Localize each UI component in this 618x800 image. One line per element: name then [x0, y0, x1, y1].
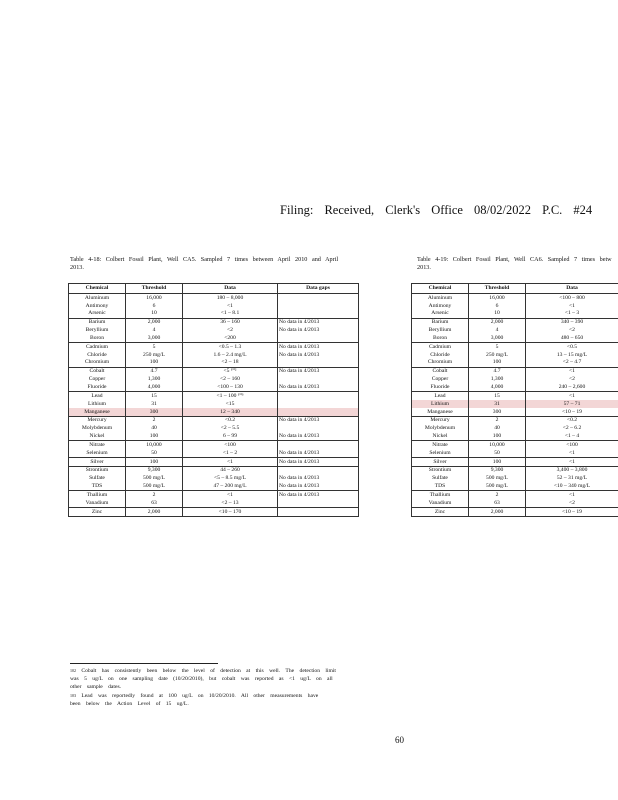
- cell-chem: Molybdenum: [412, 425, 469, 433]
- cell-data: <2 – 160: [183, 375, 278, 383]
- cell-gap: No data in 4/2013: [278, 318, 359, 326]
- cell-chem: Arsenic: [412, 310, 469, 318]
- cell-data: <100 – 130: [183, 383, 278, 391]
- cell-chem: Sulfate: [412, 475, 469, 483]
- footnote-103-line1: Lead was reportedly found at 100 ug/L on 10/20/2010. All other measurements have: [81, 692, 319, 699]
- cell-thr: 2,000: [126, 318, 183, 326]
- cell-data: <5 ¹⁰²: [183, 367, 278, 375]
- cell-data: 47 – 200 mg/L: [183, 482, 278, 490]
- table1-header-row: [69, 284, 359, 294]
- cell-thr: 2,000: [126, 507, 183, 516]
- cell-gap: [278, 310, 359, 318]
- table-row: [412, 334, 618, 342]
- table1-caption-line1: Table 4-18: Colbert Fossil Plant, Well CA5. Sampled 7 times between April 2010 and April: [70, 256, 339, 263]
- cell-chem: Sulfate: [69, 475, 126, 483]
- cell-data: <1: [183, 302, 278, 310]
- cell-chem: Strontium: [412, 466, 469, 474]
- cell-data: <15: [183, 400, 278, 408]
- cell-chem: Lithium: [412, 400, 469, 408]
- cell-data: <1 – 100 ¹⁰³: [183, 392, 278, 400]
- table-row: [69, 425, 359, 433]
- cell-thr: 2: [126, 416, 183, 424]
- cell-chem: Nickel: [412, 432, 469, 440]
- cell-thr: 250 mg/L: [126, 351, 183, 359]
- cell-chem: Fluoride: [69, 383, 126, 391]
- table-row: [69, 294, 359, 302]
- table-row: [412, 383, 618, 391]
- table2-caption-line1: Table 4-19: Colbert Fossil Plant, Well CA6. Sampled 7 times betw: [417, 256, 612, 263]
- cell-data: <2: [183, 326, 278, 334]
- cell-data: <1 – 4: [526, 432, 618, 440]
- cell-chem: Mercury: [69, 416, 126, 424]
- cell-thr: 10: [469, 310, 526, 318]
- cell-chem: Lithium: [69, 400, 126, 408]
- cell-thr: 2: [126, 491, 183, 499]
- cell-chem: Cobalt: [69, 367, 126, 375]
- cell-thr: 15: [469, 392, 526, 400]
- cell-chem: Chloride: [69, 351, 126, 359]
- cell-data: <1: [526, 367, 618, 375]
- table-row: [412, 482, 618, 490]
- cell-gap: No data in 4/2013: [278, 475, 359, 483]
- cell-data: <0.2: [183, 416, 278, 424]
- table-row: [412, 408, 618, 416]
- table1-header-chem: Chemical: [69, 284, 126, 294]
- table-row: [412, 507, 618, 516]
- cell-chem: Aluminum: [69, 294, 126, 302]
- cell-thr: 4,000: [469, 383, 526, 391]
- cell-chem: Thallium: [412, 491, 469, 499]
- cell-gap: No data in 4/2013: [278, 343, 359, 351]
- cell-chem: TDS: [69, 482, 126, 490]
- cell-data: 1.6 – 2.4 mg/L: [183, 351, 278, 359]
- cell-chem: Strontium: [69, 466, 126, 474]
- table-row: [412, 425, 618, 433]
- cell-gap: No data in 4/2013: [278, 457, 359, 466]
- cell-thr: 100: [469, 432, 526, 440]
- cell-chem: Aluminum: [412, 294, 469, 302]
- table2-caption-line2: 2013.: [417, 264, 431, 271]
- cell-gap: [278, 507, 359, 516]
- footnote-rule: [70, 663, 218, 664]
- cell-data: <10 – 170: [183, 507, 278, 516]
- table2-body: [412, 294, 618, 517]
- table2-header-data: Data: [526, 284, 618, 294]
- cell-thr: 4: [126, 326, 183, 334]
- cell-data: <0.2: [526, 416, 618, 424]
- cell-chem: Arsenic: [69, 310, 126, 318]
- cell-chem: Cadmium: [412, 343, 469, 351]
- cell-data: 6 – 99: [183, 432, 278, 440]
- cell-gap: [278, 392, 359, 400]
- table-row: [69, 482, 359, 490]
- cell-data: 12 – 340: [183, 408, 278, 416]
- cell-gap: [278, 441, 359, 449]
- cell-chem: Chromium: [412, 359, 469, 367]
- cell-thr: 500 mg/L: [469, 475, 526, 483]
- footnote-103: [70, 692, 370, 700]
- cell-data: <2 – 4.7: [526, 359, 618, 367]
- cell-gap: [278, 302, 359, 310]
- cell-data: <2 – 6.2: [526, 425, 618, 433]
- table-row: [412, 441, 618, 449]
- cell-gap: No data in 4/2013: [278, 326, 359, 334]
- cell-chem: Fluoride: [412, 383, 469, 391]
- cell-chem: Selenium: [69, 449, 126, 457]
- cell-thr: 6: [469, 302, 526, 310]
- table-row: [69, 318, 359, 326]
- cell-chem: Boron: [412, 334, 469, 342]
- table1-header-thr: Threshold: [126, 284, 183, 294]
- cell-chem: Thallium: [69, 491, 126, 499]
- cell-gap: [278, 425, 359, 433]
- cell-data: <0.5: [526, 343, 618, 351]
- table-row: [412, 359, 618, 367]
- cell-data: <100 – 800: [526, 294, 618, 302]
- footnote-103-mark: 103: [70, 692, 76, 698]
- cell-gap: No data in 4/2013: [278, 367, 359, 375]
- table-row: [412, 375, 618, 383]
- cell-data: <0.5 – 1.3: [183, 343, 278, 351]
- cell-chem: Chromium: [69, 359, 126, 367]
- cell-thr: 9,300: [469, 466, 526, 474]
- table-row: [412, 367, 618, 375]
- table-row: [412, 400, 618, 408]
- footnote-102: [70, 667, 370, 675]
- cell-gap: [278, 466, 359, 474]
- table-row: [412, 343, 618, 351]
- cell-chem: Copper: [412, 375, 469, 383]
- table-row: [412, 449, 618, 457]
- cell-thr: 63: [469, 499, 526, 507]
- cell-thr: 100: [126, 457, 183, 466]
- table-row: [69, 334, 359, 342]
- cell-chem: Nickel: [69, 432, 126, 440]
- cell-chem: Vanadium: [69, 499, 126, 507]
- table-row: [69, 400, 359, 408]
- cell-thr: 6: [126, 302, 183, 310]
- cell-thr: 3,000: [126, 334, 183, 342]
- table-row: [69, 441, 359, 449]
- table-row: [412, 326, 618, 334]
- cell-data: <1: [526, 491, 618, 499]
- cell-thr: 100: [469, 457, 526, 466]
- table-row: [412, 466, 618, 474]
- cell-thr: 10: [126, 310, 183, 318]
- cell-chem: Manganese: [412, 408, 469, 416]
- cell-data: <1 – 3: [526, 310, 618, 318]
- cell-data: 13 – 15 mg/L: [526, 351, 618, 359]
- cell-thr: 500 mg/L: [469, 482, 526, 490]
- cell-thr: 500 mg/L: [126, 482, 183, 490]
- table2-caption: [417, 256, 618, 272]
- cell-chem: Manganese: [69, 408, 126, 416]
- page-number: 60: [395, 735, 404, 745]
- table2-header-thr: Threshold: [469, 284, 526, 294]
- table-row: [69, 367, 359, 375]
- table-row: [69, 491, 359, 499]
- cell-chem: Antimony: [412, 302, 469, 310]
- cell-data: 180 – 8,000: [183, 294, 278, 302]
- cell-data: <1: [526, 302, 618, 310]
- table-row: [412, 392, 618, 400]
- table-row: [69, 392, 359, 400]
- footnote-102-line2: was 5 ug/L on one sampling date (10/20/2010), but cobalt was reported as <1 ug/L on all: [70, 676, 333, 683]
- cell-data: 44 – 260: [183, 466, 278, 474]
- cell-data: <1 – 2: [183, 449, 278, 457]
- cell-data: <2 – 5.5: [183, 425, 278, 433]
- cell-chem: Lead: [69, 392, 126, 400]
- cell-thr: 300: [126, 408, 183, 416]
- cell-data: <1: [183, 457, 278, 466]
- cell-thr: 2,000: [469, 318, 526, 326]
- table1-header-data: Data: [183, 284, 278, 294]
- table-row: [69, 416, 359, 424]
- cell-data: <2: [526, 499, 618, 507]
- cell-thr: 16,000: [126, 294, 183, 302]
- table-row: [69, 326, 359, 334]
- cell-chem: Zinc: [69, 507, 126, 516]
- table1-body: [69, 294, 359, 517]
- cell-thr: 50: [469, 449, 526, 457]
- cell-thr: 16,000: [469, 294, 526, 302]
- cell-thr: 2: [469, 491, 526, 499]
- cell-thr: 2: [469, 416, 526, 424]
- cell-data: <100: [183, 441, 278, 449]
- cell-thr: 40: [126, 425, 183, 433]
- cell-gap: [278, 359, 359, 367]
- cell-gap: No data in 4/2013: [278, 491, 359, 499]
- table-row: [69, 359, 359, 367]
- cell-data: <200: [183, 334, 278, 342]
- cell-thr: 100: [126, 432, 183, 440]
- cell-gap: No data in 4/2013: [278, 449, 359, 457]
- footnote-102-mark: 102: [70, 668, 76, 673]
- cell-data: <1: [526, 457, 618, 466]
- table-row: [69, 302, 359, 310]
- cell-gap: No data in 4/2013: [278, 416, 359, 424]
- table1: [68, 283, 359, 517]
- cell-data: <10 – 340 mg/L: [526, 482, 618, 490]
- cell-chem: Barium: [412, 318, 469, 326]
- table-row: [69, 466, 359, 474]
- footnote-103-line2: been below the Action Level of 15 ug/L.: [70, 700, 189, 707]
- cell-chem: Mercury: [412, 416, 469, 424]
- table-row: [69, 408, 359, 416]
- cell-data: 240 – 2,600: [526, 383, 618, 391]
- cell-thr: 40: [469, 425, 526, 433]
- table-row: [412, 310, 618, 318]
- cell-chem: Molybdenum: [69, 425, 126, 433]
- table-row: [412, 499, 618, 507]
- cell-data: <10 – 19: [526, 507, 618, 516]
- footnote-102-line1: Cobalt has consistently been below the level of detection at this well. The detection limit: [81, 668, 336, 674]
- cell-thr: 10,000: [126, 441, 183, 449]
- cell-data: 57 – 71: [526, 400, 618, 408]
- cell-gap: [278, 499, 359, 507]
- table-row: [412, 416, 618, 424]
- cell-data: <10 – 19: [526, 408, 618, 416]
- table2-header-chem: Chemical: [412, 284, 469, 294]
- cell-gap: [278, 375, 359, 383]
- filing-header: Filing: Received, Clerk's Office 08/02/2022 P.C. #24: [280, 203, 593, 217]
- table-row: [69, 457, 359, 466]
- cell-chem: Barium: [69, 318, 126, 326]
- cell-data: <2 – 18: [183, 359, 278, 367]
- table-row: [69, 507, 359, 516]
- cell-gap: No data in 4/2013: [278, 383, 359, 391]
- cell-thr: 300: [469, 408, 526, 416]
- cell-data: <100: [526, 441, 618, 449]
- table-row: [69, 351, 359, 359]
- cell-gap: [278, 408, 359, 416]
- cell-chem: Lead: [412, 392, 469, 400]
- cell-data: 52 – 31 mg/L: [526, 475, 618, 483]
- cell-chem: Boron: [69, 334, 126, 342]
- cell-data: <2: [526, 375, 618, 383]
- table1-header-gap: Data gaps: [278, 284, 359, 294]
- cell-thr: 100: [126, 359, 183, 367]
- cell-chem: Beryllium: [69, 326, 126, 334]
- cell-chem: Nitrate: [69, 441, 126, 449]
- cell-thr: 63: [126, 499, 183, 507]
- cell-thr: 10,000: [469, 441, 526, 449]
- footnote-102-line3: other sample dates.: [70, 684, 122, 691]
- table2: [411, 283, 618, 517]
- cell-thr: 15: [126, 392, 183, 400]
- cell-thr: 2,000: [469, 507, 526, 516]
- cell-data: 3,400 – 3,800: [526, 466, 618, 474]
- cell-thr: 50: [126, 449, 183, 457]
- cell-gap: [278, 294, 359, 302]
- cell-chem: Cobalt: [412, 367, 469, 375]
- cell-thr: 4.7: [126, 367, 183, 375]
- table-row: [412, 294, 618, 302]
- cell-thr: 500 mg/L: [126, 475, 183, 483]
- table-row: [412, 432, 618, 440]
- cell-gap: No data in 4/2013: [278, 482, 359, 490]
- cell-chem: Beryllium: [412, 326, 469, 334]
- cell-thr: 1,300: [126, 375, 183, 383]
- table-row: [69, 475, 359, 483]
- table-row: [412, 351, 618, 359]
- cell-thr: 4.7: [469, 367, 526, 375]
- cell-chem: Silver: [412, 457, 469, 466]
- table-row: [69, 449, 359, 457]
- cell-data: <1 – 8.1: [183, 310, 278, 318]
- cell-gap: No data in 4/2013: [278, 432, 359, 440]
- cell-chem: Zinc: [412, 507, 469, 516]
- cell-thr: 31: [126, 400, 183, 408]
- cell-gap: [278, 334, 359, 342]
- table-row: [412, 457, 618, 466]
- table-row: [412, 491, 618, 499]
- cell-data: <5 – 8.5 mg/L: [183, 475, 278, 483]
- cell-data: 480 – 650: [526, 334, 618, 342]
- cell-thr: 4: [469, 326, 526, 334]
- table-row: [69, 432, 359, 440]
- table-row: [412, 475, 618, 483]
- cell-chem: Silver: [69, 457, 126, 466]
- cell-data: <2 – 13: [183, 499, 278, 507]
- cell-chem: Cadmium: [69, 343, 126, 351]
- cell-chem: Nitrate: [412, 441, 469, 449]
- cell-chem: Vanadium: [412, 499, 469, 507]
- cell-chem: Antimony: [69, 302, 126, 310]
- table-row: [69, 343, 359, 351]
- cell-chem: Selenium: [412, 449, 469, 457]
- cell-gap: No data in 4/2013: [278, 351, 359, 359]
- cell-thr: 1,300: [469, 375, 526, 383]
- table1-caption: [70, 256, 370, 272]
- table-row: [412, 318, 618, 326]
- cell-data: 36 – 160: [183, 318, 278, 326]
- cell-chem: Copper: [69, 375, 126, 383]
- cell-thr: 4,000: [126, 383, 183, 391]
- cell-thr: 31: [469, 400, 526, 408]
- table1-caption-line2: 2013.: [70, 264, 84, 271]
- cell-data: 340 – 390: [526, 318, 618, 326]
- table-row: [69, 310, 359, 318]
- cell-data: <1: [183, 491, 278, 499]
- cell-data: <2: [526, 326, 618, 334]
- cell-data: <1: [526, 449, 618, 457]
- cell-thr: 5: [126, 343, 183, 351]
- cell-data: <1: [526, 392, 618, 400]
- cell-thr: 3,000: [469, 334, 526, 342]
- table-row: [69, 383, 359, 391]
- cell-thr: 9,300: [126, 466, 183, 474]
- table2-header-row: [412, 284, 618, 294]
- cell-chem: Chloride: [412, 351, 469, 359]
- table-row: [69, 375, 359, 383]
- table-row: [412, 302, 618, 310]
- cell-thr: 100: [469, 359, 526, 367]
- cell-gap: [278, 400, 359, 408]
- footnotes: [70, 667, 370, 708]
- cell-thr: 250 mg/L: [469, 351, 526, 359]
- table-row: [69, 499, 359, 507]
- cell-thr: 5: [469, 343, 526, 351]
- cell-chem: TDS: [412, 482, 469, 490]
